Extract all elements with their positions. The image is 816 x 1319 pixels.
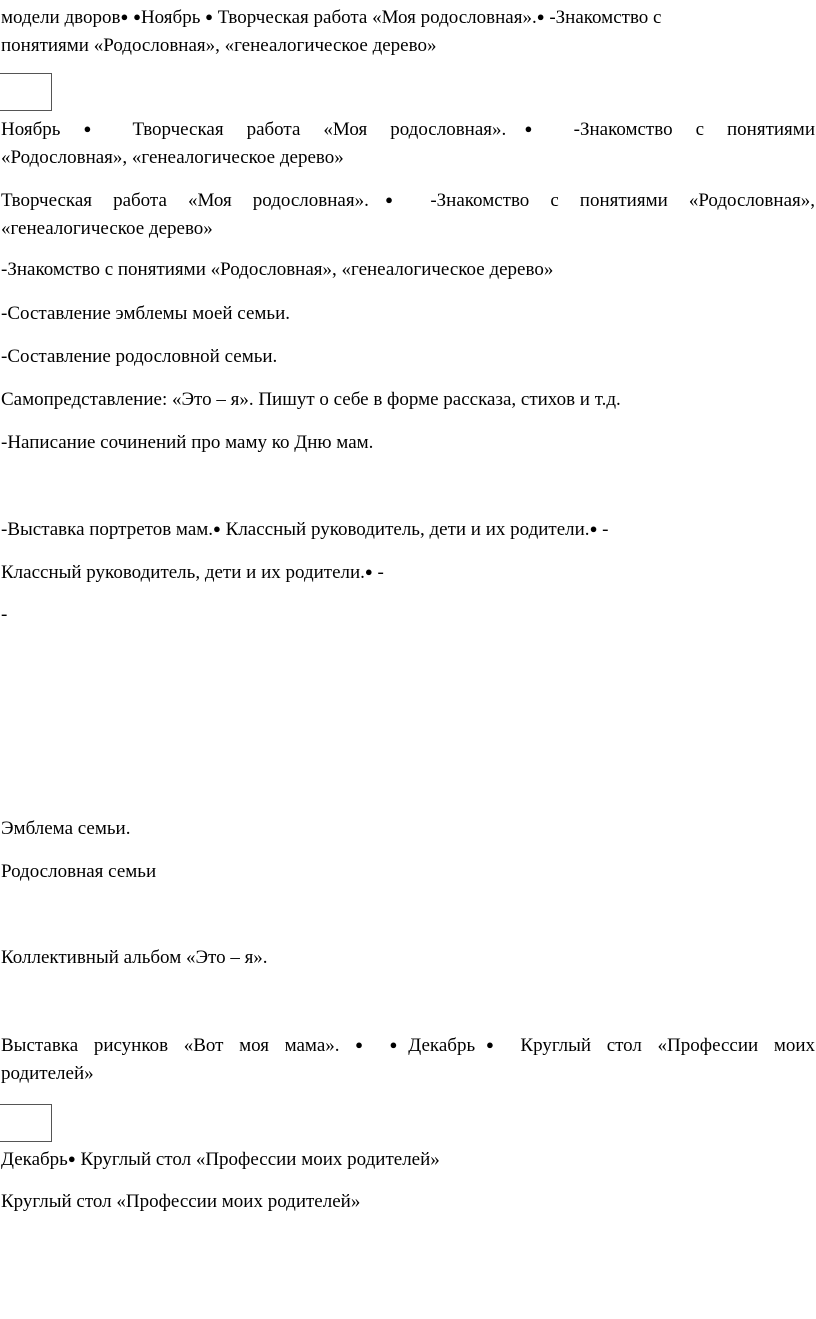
- text-line: понятиями «Родословная», «генеалогическое дерево»: [1, 35, 437, 56]
- text-line: -Составление родословной семьи.: [1, 346, 278, 367]
- text-line: -Написание сочинений про маму ко Дню мам.: [1, 432, 374, 453]
- bullet-icon: ●: [506, 121, 551, 136]
- bullet-icon: ●: [67, 1151, 76, 1166]
- bullet-icon: ●: [120, 9, 129, 24]
- bullet-icon: ●: [355, 1037, 374, 1052]
- text-line: Эмблема семьи.: [1, 818, 131, 839]
- text-line: родителей»: [1, 1063, 94, 1084]
- bullet-icon: ●: [83, 121, 110, 136]
- text-line: Коллективный альбом «Это – я».: [1, 947, 268, 968]
- text-line: Творческая работа «Моя родословная».● -Знакомство с понятиями «Родословная»,: [1, 190, 815, 211]
- bullet-icon: ●: [364, 564, 373, 579]
- bullet-icon: ●: [536, 9, 545, 24]
- text-line: -Выставка портретов мам.● Классный руководитель, дети и их родители.● -: [1, 519, 609, 540]
- text-line: Классный руководитель, дети и их родители.● -: [1, 562, 384, 583]
- text-line: -Составление эмблемы моей семьи.: [1, 303, 290, 324]
- text-line: «генеалогическое дерево»: [1, 218, 213, 239]
- bullet-icon: ●: [589, 521, 598, 536]
- text-line: Декабрь● Круглый стол «Профессии моих родителей»: [1, 1149, 440, 1170]
- bullet-icon: ●: [205, 9, 213, 24]
- table-cell-box: [0, 1104, 52, 1142]
- text-line: «Родословная», «генеалогическое дерево»: [1, 147, 344, 168]
- text-line: Выставка рисунков «Вот моя мама». ● ●Декабрь● Круглый стол «Профессии моих: [1, 1035, 816, 1056]
- table-cell-box: [0, 73, 52, 111]
- bullet-icon: ●: [368, 192, 410, 207]
- bullet-icon: ●: [389, 1037, 409, 1052]
- text-line: Ноябрь ● Творческая работа «Моя родословная».● -Знакомство с понятиями: [1, 119, 815, 140]
- bullet-icon: ●: [133, 9, 141, 24]
- text-line: Самопредставление: «Это – я». Пишут о себе в форме рассказа, стихов и т.д.: [1, 389, 621, 410]
- text-line: Родословная семьи: [1, 861, 157, 882]
- bullet-icon: ●: [475, 1037, 505, 1052]
- bullet-icon: ●: [213, 521, 221, 536]
- text-line: Круглый стол «Профессии моих родителей»: [1, 1191, 361, 1212]
- text-line: модели дворов● ●Ноябрь ● Творческая работа «Моя родословная».● -Знакомство с: [1, 7, 662, 28]
- text-line: -: [1, 604, 8, 625]
- text-line: -Знакомство с понятиями «Родословная», «генеалогическое дерево»: [1, 259, 554, 280]
